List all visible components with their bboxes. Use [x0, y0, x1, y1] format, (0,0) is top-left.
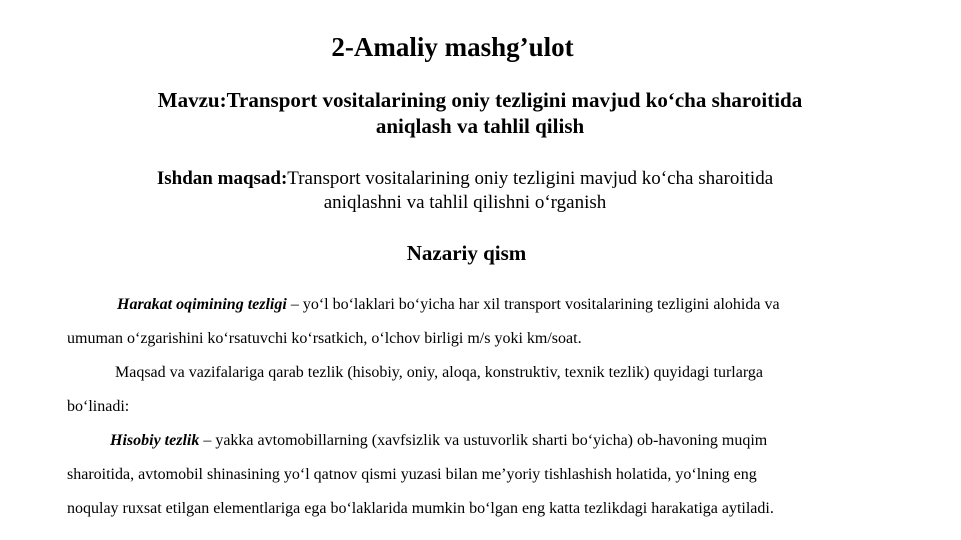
paragraph-2-line-2: bo‘linadi: [67, 398, 130, 415]
goal-text: Transport vositalarining oniy tezligini mavjud ko‘cha sharoitida [287, 168, 774, 189]
paragraph-3-line-2: sharoitida, avtomobil shinasining yo‘l qatnov qismi yuzasi bilan me’yoriy tishlashish holatida, yo‘lning eng [67, 466, 757, 483]
section-heading: Nazariy qism [406, 241, 527, 265]
body-text [67, 288, 917, 526]
goal-line-1 [60, 167, 870, 191]
paragraph-3-line-3: noqulay ruxsat etilgan elementlariga ega bo‘laklarida mumkin bo‘lgan eng katta tezlikdagi harakatiga aytiladi. [67, 500, 774, 517]
topic-heading [60, 87, 900, 139]
topic-line-1: Mavzu:Transport vositalarining oniy tezligini mavjud ko‘cha sharoitida [157, 88, 803, 112]
page-title: 2-Amaliy mashg’ulot [331, 32, 574, 62]
topic-line-2: aniqlash va tahlil qilish [375, 114, 585, 138]
goal-label: Ishdan maqsad: [156, 168, 288, 189]
term-hisobiy-tezlik: Hisobiy tezlik [110, 432, 200, 449]
paragraph-1-line-1 [67, 288, 917, 322]
goal-statement [60, 167, 870, 215]
paragraph-2-line-1: Maqsad va vazifalariga qarab tezlik (hisobiy, oniy, aloqa, konstruktiv, texnik tezlik) quyidagi turlarga [115, 364, 763, 381]
paragraph-3-line-1 [67, 424, 917, 458]
paragraph-1-line-2: umuman o‘zgarishini ko‘rsatuvchi ko‘rsatkich, o‘lchov birligi m/s yoki km/soat. [67, 330, 582, 347]
term-harakat-oqimining-tezligi: Harakat oqimining tezligi [117, 296, 287, 313]
paragraph-3-definition: – yakka avtomobillarning (xavfsizlik va ustuvorlik sharti bo‘yicha) ob-havoning muqim [199, 432, 768, 449]
goal-line-2: aniqlashni va tahlil qilishni o‘rganish [323, 192, 607, 213]
paragraph-1-definition: – yo‘l bo‘laklari bo‘yicha har xil transport vositalarining tezligini alohida va [286, 296, 780, 313]
